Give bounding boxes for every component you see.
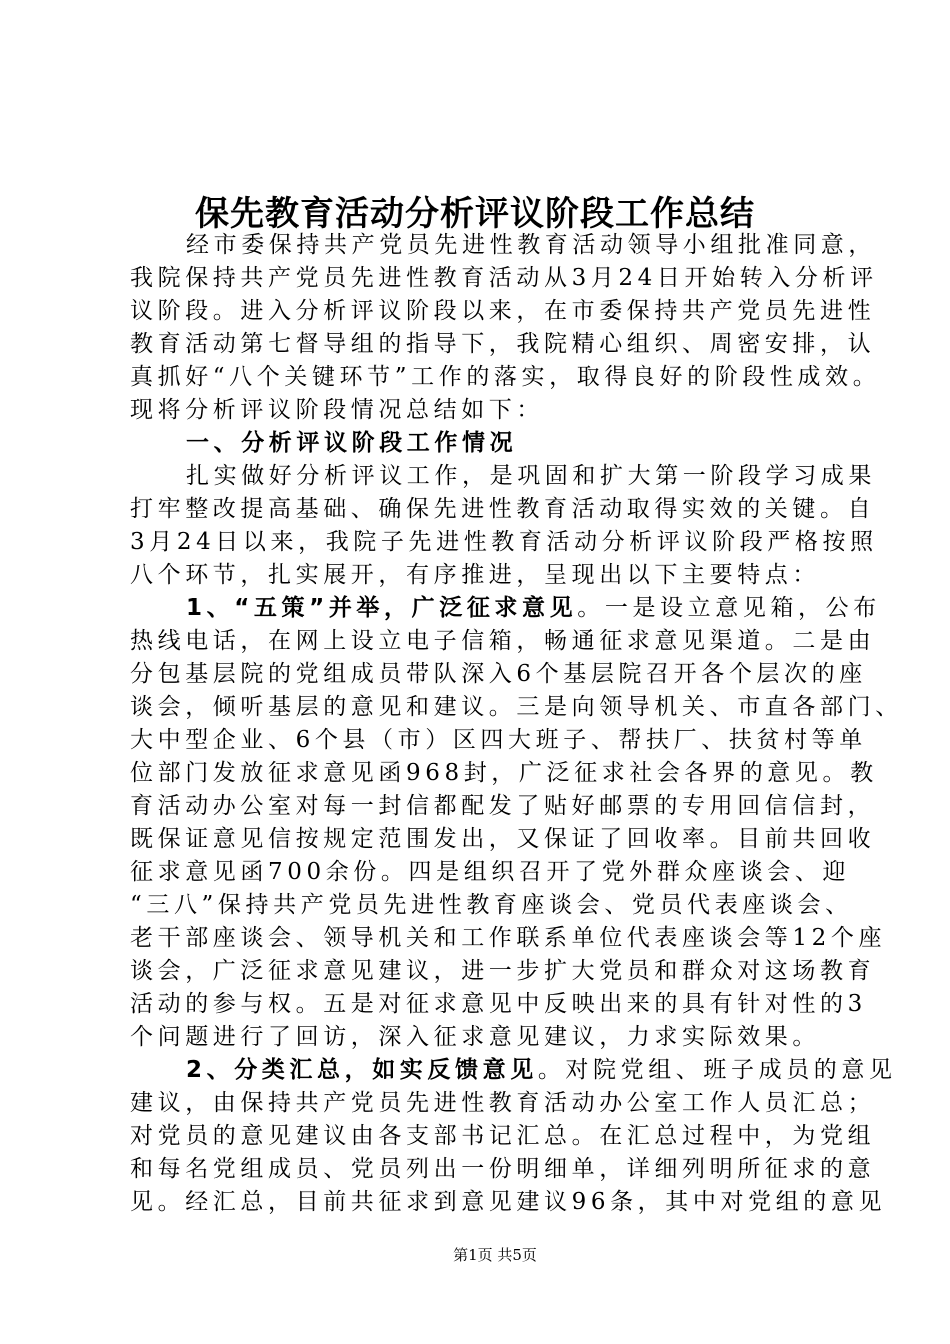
line-text: 现将分析评议阶段情况总结如下： <box>130 397 544 423</box>
line-text: 3月24日以来，我院子先进性教育活动分析评议阶段严格按照 <box>130 529 878 555</box>
text-line <box>130 361 881 394</box>
line-text: 见。经汇总，目前共征求到意见建议96条，其中对党组的意见 <box>130 1189 887 1215</box>
line-text: 我院保持共产党员先进性教育活动从3月24日开始转入分析评 <box>130 265 878 291</box>
text-line <box>130 592 881 625</box>
line-text: 真抓好“八个关键环节”工作的落实，取得良好的阶段性成效。 <box>130 364 881 390</box>
line-text: 。对院党组、班子成员的意见 <box>537 1057 897 1083</box>
line-text: 征求意见函700余份。四是组织召开了党外群众座谈会、迎 <box>130 859 851 885</box>
text-line <box>130 1021 840 1054</box>
line-text: “三八”保持共产党员先进性教育座谈会、党员代表座谈会、 <box>130 892 853 918</box>
text-line <box>130 559 840 592</box>
line-text: 既保证意见信按规定范围发出，又保证了回收率。目前共回收 <box>130 826 876 852</box>
line-text: 和每名党组成员、党员列出一份明细单，详细列明所征求的意 <box>130 1156 876 1182</box>
text-line <box>130 922 887 955</box>
text-line <box>130 1054 897 1087</box>
document-title: 保先教育活动分析评议阶段工作总结 <box>195 194 755 234</box>
text-line <box>130 427 840 460</box>
text-line <box>130 856 851 889</box>
line-text: 议阶段。进入分析评议阶段以来，在市委保持共产党员先进性 <box>130 298 876 324</box>
text-line <box>130 988 867 1021</box>
bold-heading: 2、分类汇总，如实反馈意见 <box>186 1057 538 1083</box>
text-line <box>130 526 878 559</box>
text-line <box>130 1120 876 1153</box>
text-line <box>130 1186 887 1219</box>
bold-heading: 一、分析评议阶段工作情况 <box>186 430 518 456</box>
text-line <box>130 460 876 493</box>
line-text: 谈会，广泛征求意见建议，进一步扩大党员和群众对这场教育 <box>130 958 876 984</box>
text-line <box>130 1153 876 1186</box>
page-footer: 第1页 共5页 <box>453 1246 537 1264</box>
line-text: 教育活动第七督导组的指导下，我院精心组织、周密安排，认 <box>130 331 876 357</box>
text-line <box>130 889 853 922</box>
line-text: 老干部座谈会、领导机关和工作联系单位代表座谈会等12个座 <box>130 925 887 951</box>
line-text: 建议，由保持共产党员先进性教育活动办公室工作人员汇总； <box>130 1090 876 1116</box>
line-text: 个问题进行了回访，深入征求意见建议，力求实际效果。 <box>130 1024 820 1050</box>
line-text: 育活动办公室对每一封信都配发了贴好邮票的专用回信信封， <box>130 793 876 819</box>
line-text: 。一是设立意见箱，公布 <box>577 595 881 621</box>
text-line <box>130 625 876 658</box>
line-text: 八个环节，扎实展开，有序推进，呈现出以下主要特点： <box>130 562 820 588</box>
line-text: 对党员的意见建议由各支部书记汇总。在汇总过程中，为党组 <box>130 1123 876 1149</box>
text-line <box>130 229 876 262</box>
bold-heading: 1、“五策”并举，广泛征求意见 <box>186 595 578 621</box>
line-text: 打牢整改提高基础、确保先进性教育活动取得实效的关键。自 <box>130 496 876 522</box>
line-text: 活动的参与权。五是对征求意见中反映出来的具有针对性的3 <box>130 991 867 1017</box>
line-text: 经市委保持共产党员先进性教育活动领导小组批准同意， <box>186 232 876 258</box>
text-line <box>130 295 876 328</box>
line-text: 谈会，倾听基层的意见和建议。三是向领导机关、市直各部门、 <box>130 694 903 720</box>
text-line <box>130 691 903 724</box>
text-line <box>130 955 876 988</box>
text-line <box>130 394 840 427</box>
text-line <box>130 790 876 823</box>
line-text: 大中型企业、6个县（市）区四大班子、帮扶厂、扶贫村等单 <box>130 727 867 753</box>
line-text: 位部门发放征求意见函968封，广泛征求社会各界的意见。教 <box>130 760 878 786</box>
text-line <box>130 757 878 790</box>
text-line <box>130 823 876 856</box>
text-line <box>130 328 876 361</box>
text-line <box>130 262 878 295</box>
line-text: 扎实做好分析评议工作，是巩固和扩大第一阶段学习成果 <box>186 463 876 489</box>
text-line <box>130 1087 876 1120</box>
document-body <box>130 229 903 1219</box>
line-text: 分包基层院的党组成员带队深入6个基层院召开各个层次的座 <box>130 661 867 687</box>
text-line <box>130 658 867 691</box>
text-line <box>130 493 876 526</box>
line-text: 热线电话，在网上设立电子信箱，畅通征求意见渠道。二是由 <box>130 628 876 654</box>
text-line <box>130 724 867 757</box>
